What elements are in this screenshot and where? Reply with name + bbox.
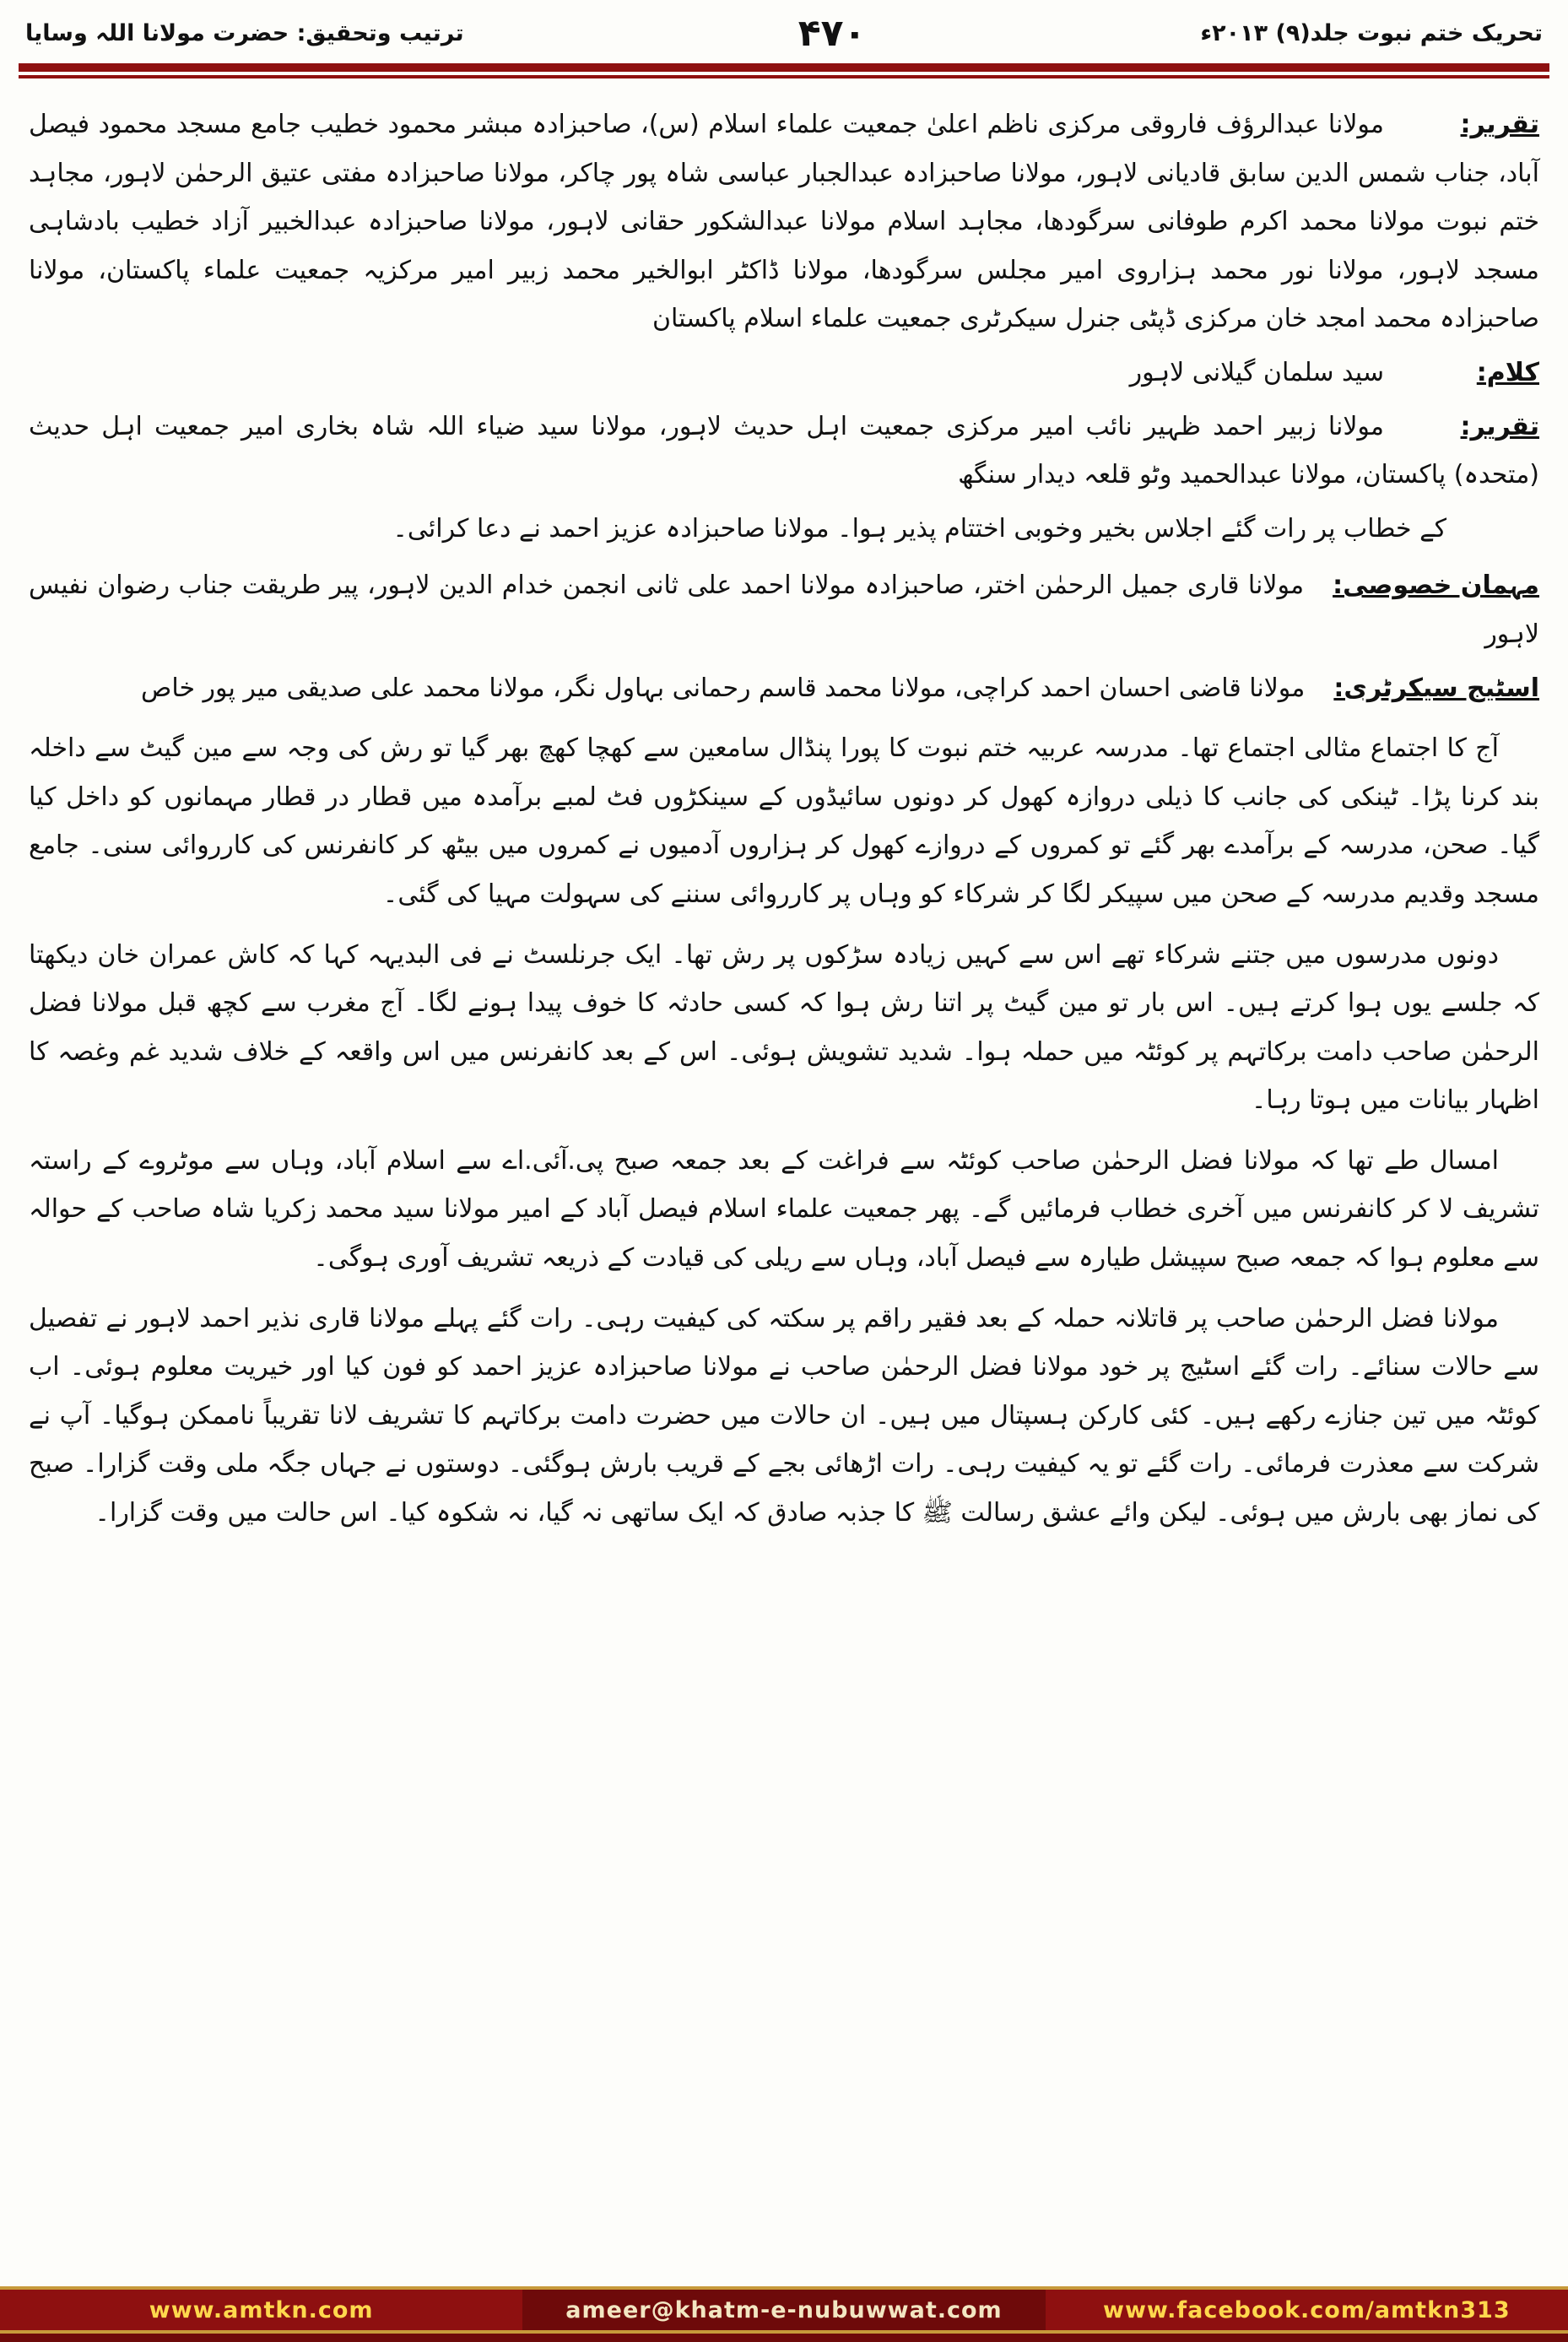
book-title: تحریک ختم نبوت جلد(۹) ۲۰۱۳ء [1200, 20, 1543, 46]
body-paragraph-1: آج کا اجتماع مثالی اجتماع تھا۔ مدرسہ عربیہ ختم نبوت کا پورا پنڈال سامعین سے کھچا کھچ بھر گیا تو رش کی وجہ سے مین گیٹ سے داخلہ بند کرنا پڑا۔ ٹینکی کی جانب کا ذیلی دروازہ کھول کر دونوں سائیڈوں کے سینکڑوں فٹ لمبے برآمدہ میں قطار در قطار مہمانوں کو داخل کیا گیا۔ صحن، مدرسہ کے برآمدے بھر گئے تو کمروں کے دروازے کھول کر ہزاروں آدمیوں نے کمروں میں بیٹھ کر کانفرنس کی کارروائی سنی۔ جامع مسجد وقدیم مدرسہ کے صحن میں سپیکر لگا کر شرکاء کو وہاں پر کارروائی سننے کی سہولت مہیا کی گئی۔ [29, 733, 1539, 909]
section-speech-1 [29, 100, 1539, 343]
closing-line: کے خطاب پر رات گئے اجلاس بخیر وخوبی اختتام پذیر ہوا۔ مولانا صاحبزادہ عزیز احمد نے دعا کرائی۔ [392, 513, 1446, 544]
footer-facebook-link[interactable]: www.facebook.com/amtkn313 [1103, 2296, 1511, 2323]
body-paragraph-4: مولانا فضل الرحمٰن صاحب پر قاتلانہ حملہ کے بعد فقیر راقم پر سکتہ کی کیفیت رہی۔ رات گئے پہلے مولانا قاری نذیر احمد لاہور نے تفصیل سے حالات سنائے۔ رات گئے اسٹیج پر خود مولانا فضل الرحمٰن صاحب نے مولانا صاحبزادہ عزیز احمد کو فون کیا اور خیریت معلوم ہوئی۔ اب کوئٹہ میں تین جنازے رکھے ہیں۔ کئی کارکن ہسپتال میں ہیں۔ ان حالات میں حضرت دامت برکاتہم کا تشریف لانا تقریباً ناممکن ہوگیا۔ آپ نے شرکت سے معذرت فرمائی۔ رات گئے تو یہ کیفیت رہی۔ رات اڑھائی بجے کے قریب بارش ہوگئی۔ دوستوں نے جہاں جگہ ملی وقت گزارا۔ صبح کی نماز بھی بارش میں ہوئی۔ لیکن وائے عشق رسالت ﷺ کا جذبہ صادق کہ ایک ساتھی نہ گیا، نہ شکوہ کیا۔ اس حالت میں وقت گزارا۔ [29, 1303, 1539, 1528]
section-label-stage-secretary: اسٹیج سیکرٹری: [1333, 673, 1539, 703]
section-text-poetry: سید سلمان گیلانی لاہور [1129, 357, 1384, 387]
section-text-stage-secretary: مولانا قاضی احسان احمد کراچی، مولانا محمد قاسم رحمانی بہاول نگر، مولانا محمد علی صدیقی میر پور خاص [141, 673, 1306, 703]
footer-email-link[interactable]: ameer@khatm-e-nubuwwat.com [522, 2290, 1045, 2330]
body-paragraph-3: امسال طے تھا کہ مولانا فضل الرحمٰن صاحب کوئٹہ سے فراغت کے بعد جمعہ صبح پی.آئی.اے سے اسلام آباد، وہاں سے موٹروے کے راستہ تشریف لا کر کانفرنس میں آخری خطاب فرمائیں گے۔ پھر جمعیت علماء اسلام فیصل آباد کے امیر مولانا سید محمد زکریا شاہ صاحب کے حوالہ سے معلوم ہوا کہ جمعہ صبح سپیشل طیارہ سے فیصل آباد، وہاں سے ریلی کی قیادت کے ذریعہ تشریف آوری ہوگی۔ [29, 1145, 1539, 1274]
section-stage-secretary [29, 664, 1539, 713]
footer-website-link[interactable]: www.amtkn.com [149, 2296, 374, 2323]
section-label-poetry: کلام: [1476, 357, 1539, 387]
page-number: ۴۷۰ [798, 12, 867, 55]
page-footer [0, 2286, 1568, 2342]
document-body [0, 78, 1568, 1538]
page-header [0, 0, 1568, 60]
section-label-speech-1: تقریر: [1460, 110, 1539, 139]
section-text-speech-1: مولانا عبدالرؤف فاروقی مرکزی ناظم اعلیٰ جمعیت علماء اسلام (س)، صاحبزادہ مبشر محمود خطیب جامع مسجد محمود فیصل آباد، جناب شمس الدین سابق قادیانی لاہور، مولانا صاحبزادہ عبدالجبار عباسی شاہ پور چاکر، مولانا صاحبزادہ مفتی عتیق الرحمٰن لاہور، مجاہد ختم نبوت مولانا محمد اکرم طوفانی سرگودھا، مجاہد اسلام مولانا عبدالشکور حقانی لاہور، مولانا صاحبزادہ عبدالخبیر آزاد خطیب بادشاہی مسجد لاہور، مولانا نور محمد ہزاروی امیر مجلس سرگودھا، مولانا ڈاکٹر ابوالخیر محمد زبیر امیر مرکزیہ جمعیت علماء پاکستان، مولانا صاحبزادہ محمد امجد خان مرکزی ڈپٹی جنرل سیکرٹری جمعیت علماء اسلام پاکستان [29, 110, 1539, 334]
section-text-speech-2: مولانا زبیر احمد ظہیر نائب امیر مرکزی جمعیت اہل حدیث لاہور، مولانا سید ضیاء اللہ شاہ بخاری امیر جمعیت اہل حدیث (متحدہ) پاکستان، مولانا عبدالحمید وٹو قلعہ دیدار سنگھ [29, 411, 1539, 490]
section-label-special-guest: مہمان خصوصی: [1333, 571, 1539, 601]
footer-bar [0, 2290, 1568, 2330]
footer-bottom-strip [0, 2334, 1568, 2342]
section-poetry [29, 349, 1539, 398]
compiler-credit: ترتیب وتحقیق: حضرت مولانا اللہ وسایا [25, 20, 464, 46]
header-rule-thick [19, 63, 1549, 72]
section-special-guest [29, 561, 1539, 658]
section-label-speech-2: تقریر: [1460, 411, 1539, 441]
section-speech-2 [29, 403, 1539, 500]
section-text-special-guest: مولانا قاری جمیل الرحمٰن اختر، صاحبزادہ مولانا احمد علی ثانی انجمن خدام الدین لاہور، پیر طریقت جناب رضوان نفیس لاہور [29, 571, 1539, 649]
body-paragraph-2: دونوں مدرسوں میں جتنے شرکاء تھے اس سے کہیں زیادہ سڑکوں پر رش تھا۔ ایک جرنلسٹ نے فی البدیہہ کہا کہ کاش عمران خان دیکھتا کہ جلسے یوں ہوا کرتے ہیں۔ اس بار تو مین گیٹ پر اتنا رش ہوا کہ کسی حادثہ کا خوف پیدا ہونے لگا۔ آج مغرب سے کچھ قبل مولانا فضل الرحمٰن صاحب دامت برکاتہم پر کوئٹہ میں حملہ ہوا۔ شدید تشویش ہوئی۔ اس کے بعد کانفرنس میں اس واقعہ کے خلاف شدید غم وغصہ کا اظہار بیانات میں ہوتا رہا۔ [29, 939, 1539, 1116]
